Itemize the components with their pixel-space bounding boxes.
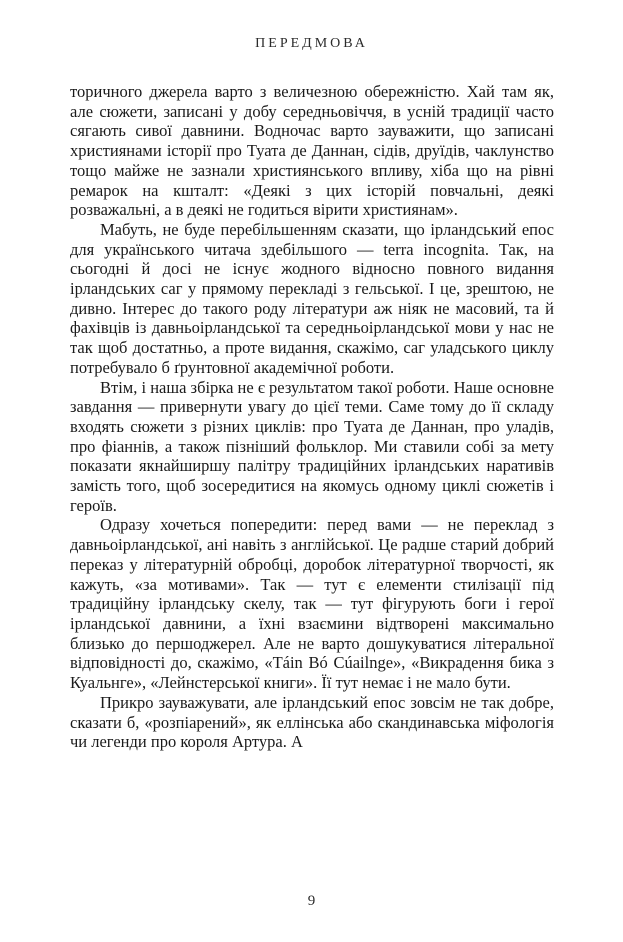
- paragraph-1: торичного джерела варто з величезною обережністю. Хай там як, але сюжети, записані у добу середньовіччя, в усній традиції часто сягають сивої давнини. Водночас варто зауважити, що записані християнами історії про Туата де Даннан, сідів, друїдів, чаклунство тощо майже не зазнали християнського впливу, хіба що на рівні ремарок на кшталт: «Деякі з цих історій повчальні, деякі розважальні, а в деякі не годиться вірити християнам».: [70, 82, 554, 220]
- running-header: ПЕРЕДМОВА: [255, 36, 368, 51]
- page-number: 9: [307, 893, 316, 909]
- paragraph-4: Одразу хочеться попередити: перед вами — не переклад з давньоірландської, ані навіть з англійської. Це радше старий добрий переказ у літературній обробці, доробок літературної творчості, як кажуть, «за мотивами». Так — тут є елементи стилізації під традиційну ірландську скелу, так — тут фігурують боги і герої ірландської давнини, а їхні взаємини відтворені максимально близько до першоджерел. Але не варто дошукуватися літеральної відповідності до, скажімо, «Táin Bó Cúailnge», «Викрадення бика з Куальнге», «Лейнстерської книги». Її тут немає і не мало бути.: [70, 515, 554, 693]
- text-block: [70, 82, 554, 752]
- paragraph-2: Мабуть, не буде перебільшенням сказати, що ірландський епос для українського читача здебільшого — terra incognita. Так, на сьогодні й досі не існує жодного відносно повного видання ірландських саг у прямому перекладі з гельської. І це, зрештою, не дивно. Інтерес до такого роду літератури аж ніяк не масовий, та й фахівців із давньоірландської та середньоірландської мови у нас не так щоб достатньо, а проте видання, скажімо, саг уладського циклу потребувало б ґрунтовної академічної роботи.: [70, 219, 554, 377]
- paragraph-5: Прикро зауважувати, але ірландський епос зовсім не так добре, сказати б, «розпіарений», як еллінська або скандинавська міфологія чи легенди про короля Артура. А: [70, 692, 554, 752]
- paragraph-3: Втім, і наша збірка не є результатом такої роботи. Наше основне завдання — привернути увагу до цієї теми. Саме тому до її складу входять сюжети з різних циклів: про Туата де Даннан, про уладів, про фіаннів, а також пізніший фольклор. Ми ставили собі за мету показати якнайширшу палітру традиційних ірландських наративів замість того, щоб зосередитися на якомусь одному циклі сюжетів і героїв.: [70, 377, 554, 515]
